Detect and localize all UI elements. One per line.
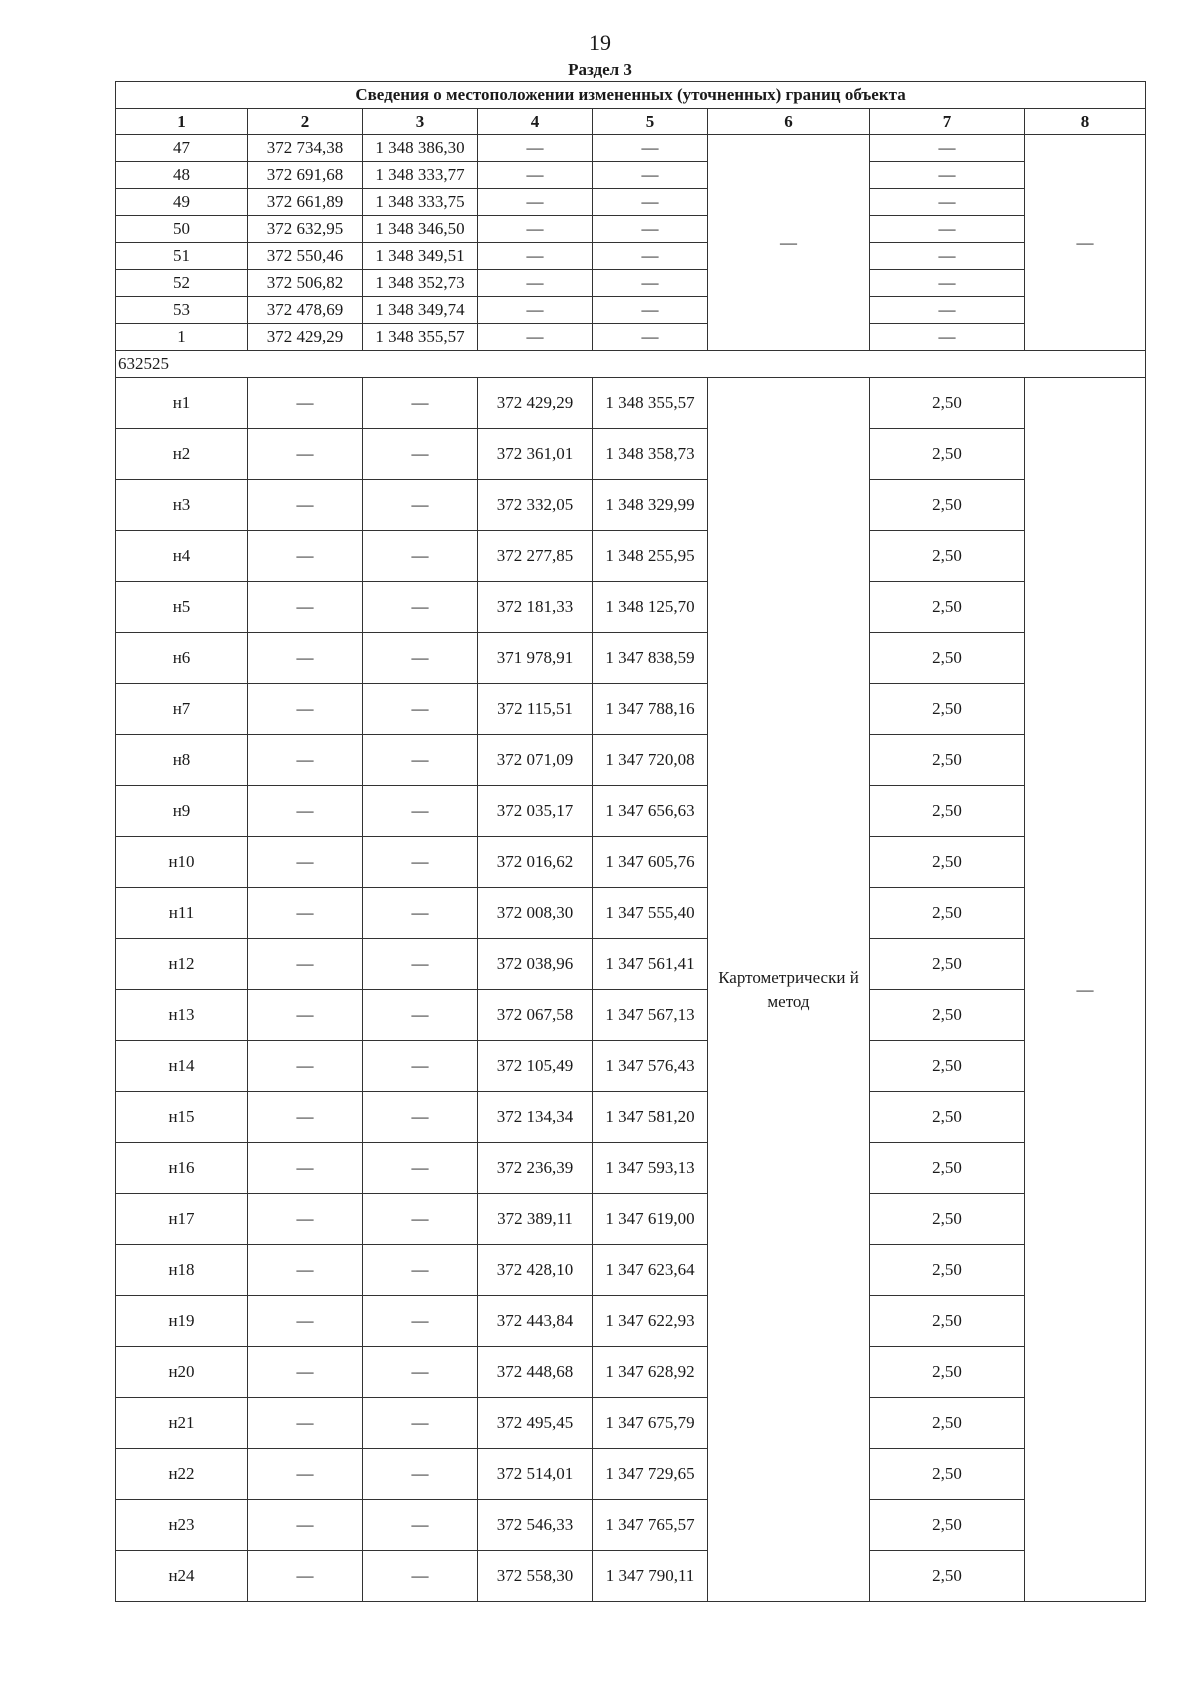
existing-x-cell: — [248,735,363,786]
new-x-cell: 372 558,30 [478,1551,593,1602]
accuracy-cell: 2,50 [870,735,1025,786]
point-number-cell: н6 [116,633,248,684]
new-y-cell: — [593,216,708,243]
boundary-coordinates-table [115,81,1146,1602]
existing-y-cell: — [363,735,478,786]
existing-y-cell: 1 348 333,77 [363,162,478,189]
new-x-cell: — [478,243,593,270]
new-y-cell: — [593,297,708,324]
new-x-cell: 372 514,01 [478,1449,593,1500]
new-y-cell: 1 347 765,57 [593,1500,708,1551]
new-y-cell: 1 347 619,00 [593,1194,708,1245]
accuracy-cell: 2,50 [870,1347,1025,1398]
existing-x-cell: — [248,939,363,990]
existing-y-cell: — [363,1092,478,1143]
existing-y-cell: 1 348 355,57 [363,324,478,351]
accuracy-cell: 2,50 [870,531,1025,582]
new-x-cell: 372 428,10 [478,1245,593,1296]
existing-x-cell: — [248,633,363,684]
existing-x-cell: — [248,378,363,429]
group-row [116,351,1146,378]
existing-y-cell: — [363,786,478,837]
column-header: 6 [708,109,870,135]
table-row [116,1143,1146,1194]
existing-y-cell: — [363,1041,478,1092]
existing-x-cell: 372 429,29 [248,324,363,351]
existing-y-cell: — [363,684,478,735]
existing-y-cell: — [363,582,478,633]
new-x-cell: 372 008,30 [478,888,593,939]
accuracy-cell: 2,50 [870,939,1025,990]
point-number-cell: н18 [116,1245,248,1296]
new-x-cell: 372 546,33 [478,1500,593,1551]
description-cell: — [1025,378,1146,1602]
table-row [116,162,1146,189]
existing-y-cell: — [363,837,478,888]
existing-y-cell: — [363,1347,478,1398]
existing-x-cell: — [248,1500,363,1551]
existing-y-cell: 1 348 349,74 [363,297,478,324]
accuracy-cell: — [870,189,1025,216]
point-number-cell: н9 [116,786,248,837]
existing-y-cell: — [363,429,478,480]
existing-x-cell: — [248,1092,363,1143]
existing-y-cell: — [363,1551,478,1602]
table-row [116,1551,1146,1602]
new-y-cell: 1 347 576,43 [593,1041,708,1092]
point-number-cell: н15 [116,1092,248,1143]
table-row [116,429,1146,480]
existing-x-cell: — [248,1143,363,1194]
new-y-cell: 1 347 788,16 [593,684,708,735]
existing-x-cell: 372 734,38 [248,135,363,162]
point-number-cell: н24 [116,1551,248,1602]
point-number-cell: н22 [116,1449,248,1500]
existing-x-cell: — [248,1551,363,1602]
existing-y-cell: 1 348 333,75 [363,189,478,216]
table-caption: Сведения о местоположении измененных (уточненных) границ объекта [116,82,1146,109]
existing-x-cell: 372 661,89 [248,189,363,216]
accuracy-cell: 2,50 [870,786,1025,837]
point-number-cell: н4 [116,531,248,582]
point-number-cell: н1 [116,378,248,429]
point-number-cell: н2 [116,429,248,480]
column-header: 7 [870,109,1025,135]
table-row [116,582,1146,633]
existing-x-cell: — [248,1296,363,1347]
table-row [116,735,1146,786]
point-number-cell: 1 [116,324,248,351]
existing-y-cell: 1 348 352,73 [363,270,478,297]
table-row [116,786,1146,837]
point-number-cell: 51 [116,243,248,270]
new-x-cell: 371 978,91 [478,633,593,684]
existing-x-cell: 372 632,95 [248,216,363,243]
point-number-cell: 53 [116,297,248,324]
new-x-cell: 372 448,68 [478,1347,593,1398]
new-y-cell: 1 347 622,93 [593,1296,708,1347]
point-number-cell: н8 [116,735,248,786]
accuracy-cell: — [870,162,1025,189]
existing-x-cell: 372 506,82 [248,270,363,297]
existing-y-cell: — [363,1245,478,1296]
new-y-cell: 1 347 605,76 [593,837,708,888]
accuracy-cell: 2,50 [870,1245,1025,1296]
point-number-cell: 49 [116,189,248,216]
table-row [116,135,1146,162]
existing-y-cell: — [363,378,478,429]
accuracy-cell: — [870,216,1025,243]
new-y-cell: 1 347 838,59 [593,633,708,684]
existing-x-cell: 372 478,69 [248,297,363,324]
column-header: 1 [116,109,248,135]
column-header: 4 [478,109,593,135]
existing-y-cell: — [363,1500,478,1551]
accuracy-cell: — [870,324,1025,351]
accuracy-cell: 2,50 [870,378,1025,429]
table-row [116,1296,1146,1347]
existing-x-cell: — [248,786,363,837]
new-x-cell: — [478,135,593,162]
new-y-cell: — [593,243,708,270]
column-header: 2 [248,109,363,135]
new-y-cell: 1 348 125,70 [593,582,708,633]
table-row [116,1092,1146,1143]
new-y-cell: 1 348 355,57 [593,378,708,429]
existing-y-cell: — [363,888,478,939]
table-row [116,243,1146,270]
new-y-cell: — [593,162,708,189]
new-y-cell: 1 347 593,13 [593,1143,708,1194]
table-row [116,1449,1146,1500]
point-number-cell: н16 [116,1143,248,1194]
existing-x-cell: 372 691,68 [248,162,363,189]
accuracy-cell: 2,50 [870,1041,1025,1092]
page-number: 19 [589,30,611,55]
existing-x-cell: — [248,684,363,735]
group-label: 632525 [116,351,1146,378]
column-header: 3 [363,109,478,135]
point-number-cell: 50 [116,216,248,243]
table-row [116,1347,1146,1398]
existing-x-cell: — [248,1398,363,1449]
table-row [116,531,1146,582]
accuracy-cell: 2,50 [870,684,1025,735]
column-header: 5 [593,109,708,135]
point-number-cell: н23 [116,1500,248,1551]
new-y-cell: 1 347 720,08 [593,735,708,786]
accuracy-cell: 2,50 [870,582,1025,633]
new-x-cell: 372 071,09 [478,735,593,786]
method-cell: Картометрически й метод [708,378,870,1602]
point-number-cell: н5 [116,582,248,633]
accuracy-cell: 2,50 [870,990,1025,1041]
existing-x-cell: — [248,1194,363,1245]
existing-y-cell: 1 348 346,50 [363,216,478,243]
new-y-cell: 1 348 358,73 [593,429,708,480]
accuracy-cell: 2,50 [870,429,1025,480]
description-cell: — [1025,135,1146,351]
column-header: 8 [1025,109,1146,135]
section-title: Раздел 3 [568,60,632,79]
table-row [116,633,1146,684]
new-x-cell: 372 181,33 [478,582,593,633]
new-x-cell: — [478,324,593,351]
new-x-cell: 372 038,96 [478,939,593,990]
table-row [116,888,1146,939]
new-x-cell: — [478,270,593,297]
table-row [116,1194,1146,1245]
table-row [116,939,1146,990]
point-number-cell: н10 [116,837,248,888]
point-number-cell: н14 [116,1041,248,1092]
new-x-cell: 372 361,01 [478,429,593,480]
new-x-cell: — [478,189,593,216]
table-row [116,297,1146,324]
table-row [116,324,1146,351]
existing-y-cell: — [363,633,478,684]
existing-x-cell: — [248,888,363,939]
accuracy-cell: 2,50 [870,1143,1025,1194]
new-y-cell: 1 348 329,99 [593,480,708,531]
table-row [116,1041,1146,1092]
existing-y-cell: — [363,1143,478,1194]
point-number-cell: 47 [116,135,248,162]
existing-x-cell: — [248,990,363,1041]
existing-x-cell: — [248,582,363,633]
accuracy-cell: 2,50 [870,1500,1025,1551]
new-y-cell: 1 347 675,79 [593,1398,708,1449]
new-y-cell: 1 347 729,65 [593,1449,708,1500]
new-x-cell: — [478,216,593,243]
accuracy-cell: — [870,243,1025,270]
column-header-row [116,109,1146,135]
accuracy-cell: — [870,135,1025,162]
point-number-cell: н17 [116,1194,248,1245]
existing-x-cell: — [248,1245,363,1296]
table-row [116,684,1146,735]
new-y-cell: — [593,135,708,162]
point-number-cell: н3 [116,480,248,531]
accuracy-cell: 2,50 [870,1296,1025,1347]
new-y-cell: 1 348 255,95 [593,531,708,582]
new-y-cell: — [593,324,708,351]
table-row [116,837,1146,888]
existing-y-cell: — [363,1398,478,1449]
accuracy-cell: 2,50 [870,1551,1025,1602]
point-number-cell: 48 [116,162,248,189]
point-number-cell: н19 [116,1296,248,1347]
existing-x-cell: — [248,1347,363,1398]
existing-y-cell: — [363,480,478,531]
existing-y-cell: — [363,531,478,582]
new-x-cell: 372 277,85 [478,531,593,582]
new-y-cell: 1 347 623,64 [593,1245,708,1296]
point-number-cell: н20 [116,1347,248,1398]
new-y-cell: — [593,189,708,216]
existing-y-cell: — [363,990,478,1041]
table-row [116,1398,1146,1449]
accuracy-cell: 2,50 [870,1449,1025,1500]
new-x-cell: 372 236,39 [478,1143,593,1194]
existing-y-cell: — [363,1296,478,1347]
new-y-cell: 1 347 561,41 [593,939,708,990]
new-x-cell: 372 332,05 [478,480,593,531]
point-number-cell: н21 [116,1398,248,1449]
new-x-cell: 372 495,45 [478,1398,593,1449]
new-y-cell: 1 347 656,63 [593,786,708,837]
new-x-cell: 372 115,51 [478,684,593,735]
existing-x-cell: — [248,837,363,888]
new-y-cell: 1 347 567,13 [593,990,708,1041]
new-x-cell: 372 067,58 [478,990,593,1041]
accuracy-cell: 2,50 [870,480,1025,531]
table-row [116,216,1146,243]
new-x-cell: — [478,297,593,324]
new-x-cell: 372 443,84 [478,1296,593,1347]
new-x-cell: 372 016,62 [478,837,593,888]
table-row [116,990,1146,1041]
existing-x-cell: — [248,1041,363,1092]
existing-x-cell: 372 550,46 [248,243,363,270]
accuracy-cell: 2,50 [870,837,1025,888]
table-row [116,1245,1146,1296]
accuracy-cell: 2,50 [870,888,1025,939]
table-row [116,270,1146,297]
method-cell: — [708,135,870,351]
accuracy-cell: 2,50 [870,1398,1025,1449]
existing-x-cell: — [248,1449,363,1500]
table-row [116,480,1146,531]
existing-y-cell: 1 348 349,51 [363,243,478,270]
table-row [116,1500,1146,1551]
accuracy-cell: 2,50 [870,633,1025,684]
existing-x-cell: — [248,531,363,582]
existing-y-cell: — [363,939,478,990]
table-row [116,189,1146,216]
table-row [116,378,1146,429]
existing-y-cell: 1 348 386,30 [363,135,478,162]
new-x-cell: 372 429,29 [478,378,593,429]
new-y-cell: 1 347 555,40 [593,888,708,939]
new-x-cell: 372 105,49 [478,1041,593,1092]
accuracy-cell: 2,50 [870,1092,1025,1143]
point-number-cell: н12 [116,939,248,990]
point-number-cell: н7 [116,684,248,735]
existing-x-cell: — [248,429,363,480]
existing-y-cell: — [363,1194,478,1245]
existing-y-cell: — [363,1449,478,1500]
existing-x-cell: — [248,480,363,531]
accuracy-cell: 2,50 [870,1194,1025,1245]
new-y-cell: 1 347 628,92 [593,1347,708,1398]
point-number-cell: 52 [116,270,248,297]
new-x-cell: 372 134,34 [478,1092,593,1143]
new-y-cell: 1 347 581,20 [593,1092,708,1143]
point-number-cell: н13 [116,990,248,1041]
new-y-cell: 1 347 790,11 [593,1551,708,1602]
new-x-cell: — [478,162,593,189]
new-x-cell: 372 035,17 [478,786,593,837]
point-number-cell: н11 [116,888,248,939]
new-y-cell: — [593,270,708,297]
accuracy-cell: — [870,297,1025,324]
new-x-cell: 372 389,11 [478,1194,593,1245]
accuracy-cell: — [870,270,1025,297]
